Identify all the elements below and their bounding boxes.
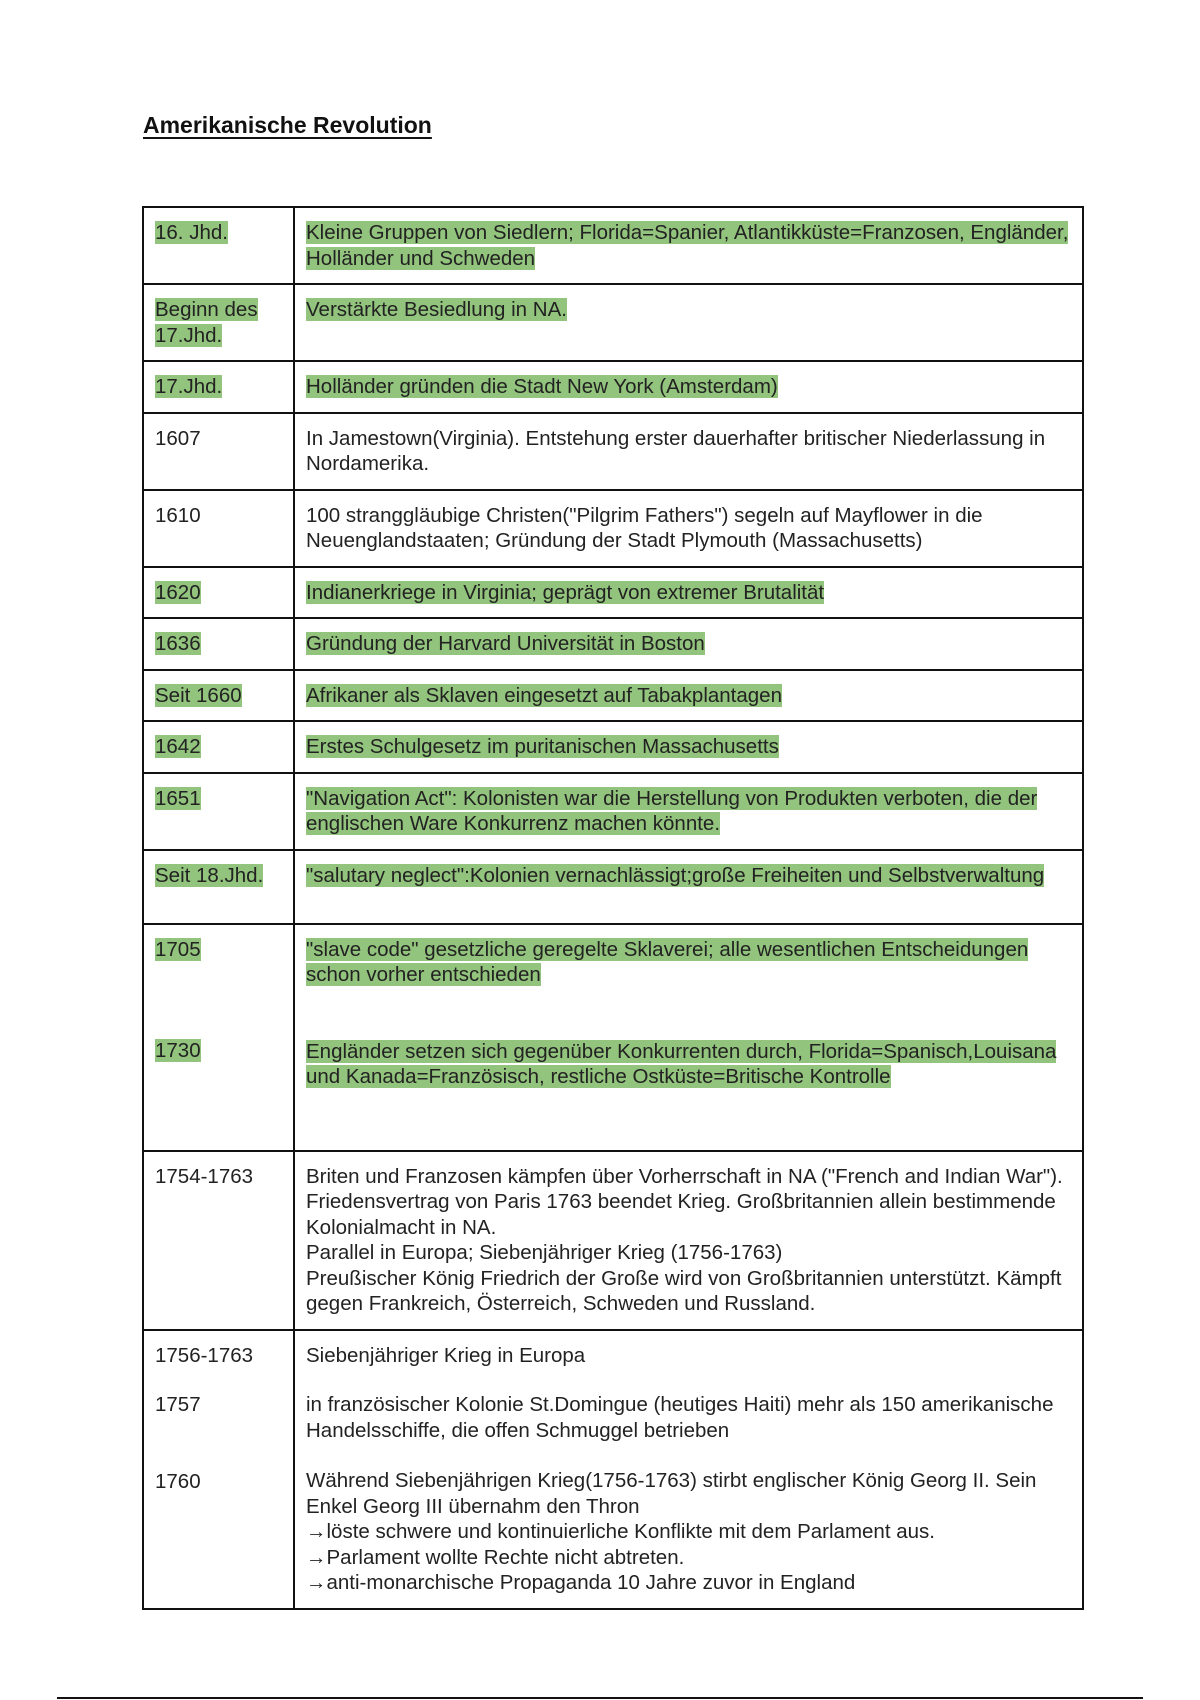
year-text: 1636 xyxy=(155,632,201,655)
year-text: 1651 xyxy=(155,786,201,810)
description-text: →Parlament wollte Rechte nicht abtreten. xyxy=(306,1545,685,1569)
table-row xyxy=(143,567,1083,619)
year-text: 16. Jhd. xyxy=(155,221,228,244)
description-text: Parallel in Europa; Siebenjähriger Krieg (1756-1763) xyxy=(306,1241,783,1264)
year-text: 17.Jhd. xyxy=(155,375,223,398)
description-cell xyxy=(294,567,1083,619)
table-row xyxy=(143,1330,1083,1609)
description-cell xyxy=(294,618,1083,670)
description-text: Siebenjähriger Krieg in Europa xyxy=(306,1343,586,1367)
year-cell xyxy=(143,207,294,284)
year-text: 1757 xyxy=(155,1393,201,1416)
year-cell xyxy=(143,670,294,722)
table-row xyxy=(143,413,1083,490)
year-text: 1705 xyxy=(155,937,201,961)
description-text: Holländer gründen die Stadt New York (Amsterdam) xyxy=(306,375,778,398)
table-row xyxy=(143,490,1083,567)
table-row xyxy=(143,207,1083,284)
year-text: Seit 18.Jhd. xyxy=(155,863,264,887)
year-cell xyxy=(143,284,294,361)
table-row xyxy=(143,924,1083,1151)
year-text: 1756-1763 xyxy=(155,1343,254,1367)
year-cell xyxy=(143,567,294,619)
year-text: Beginn des 17.Jhd. xyxy=(155,298,258,347)
table-row xyxy=(143,670,1083,722)
description-text: Preußischer König Friedrich der Große wird von Großbritannien unterstützt. Kämpft gegen Frankreich, Österreich, Schweden und Russland. xyxy=(306,1266,1062,1315)
table-row xyxy=(143,773,1083,850)
description-cell xyxy=(294,670,1083,722)
year-cell xyxy=(143,490,294,567)
description-cell xyxy=(294,413,1083,490)
year-text: Seit 1660 xyxy=(155,683,242,707)
description-text: In Jamestown(Virginia). Entstehung erster dauerhafter britischer Niederlassung in Nordamerika. xyxy=(306,426,1046,475)
year-cell xyxy=(143,618,294,670)
description-text: Afrikaner als Sklaven eingesetzt auf Tabakplantagen xyxy=(306,683,782,707)
year-cell xyxy=(143,1330,294,1609)
description-text: "slave code" gesetzliche geregelte Sklaverei; alle wesentlichen Entscheidungen schon vorher entschieden xyxy=(306,937,1029,986)
description-cell xyxy=(294,1330,1083,1609)
description-text: Erstes Schulgesetz im puritanischen Massachusetts xyxy=(306,735,779,758)
year-cell xyxy=(143,924,294,1151)
table-row xyxy=(143,1151,1083,1330)
description-text: "Navigation Act": Kolonisten war die Herstellung von Produkten verboten, die der englischen Ware Konkurrenz machen könnte. xyxy=(306,786,1038,835)
year-text: 1754-1763 xyxy=(155,1164,254,1188)
description-cell xyxy=(294,490,1083,567)
description-text: 100 stranggläubige Christen("Pilgrim Fathers") segeln auf Mayflower in die Neuenglandstaaten; Gründung der Stadt Plymouth (Massachusetts) xyxy=(306,503,983,552)
year-cell xyxy=(143,773,294,850)
description-cell xyxy=(294,721,1083,773)
year-text: 1620 xyxy=(155,580,201,604)
table-row xyxy=(143,618,1083,670)
description-text: Verstärkte Besiedlung in NA. xyxy=(306,298,567,321)
year-cell xyxy=(143,850,294,924)
description-text: in französischer Kolonie St.Domingue (heutiges Haiti) mehr als 150 amerikanische Handelsschiffe, die offen Schmuggel betrieben xyxy=(306,1393,1054,1442)
description-cell xyxy=(294,284,1083,361)
page-title: Amerikanische Revolution xyxy=(143,112,432,138)
table-row xyxy=(143,721,1083,773)
description-text: →anti-monarchische Propaganda 10 Jahre zuvor in England xyxy=(306,1571,856,1594)
year-text: 1760 xyxy=(155,1469,201,1493)
description-cell xyxy=(294,850,1083,924)
description-text: Briten und Franzosen kämpfen über Vorherrschaft in NA ("French and Indian War"). Friedensvertrag von Paris 1763 beendet Krieg. Großbritannien allein bestimmende Kolonialmacht in NA. xyxy=(306,1164,1063,1239)
footer-divider xyxy=(57,1697,1143,1699)
table-row xyxy=(143,284,1083,361)
description-text: Gründung der Harvard Universität in Boston xyxy=(306,632,705,655)
timeline-table xyxy=(142,206,1084,1610)
description-text: Indianerkriege in Virginia; geprägt von extremer Brutalität xyxy=(306,580,825,604)
year-text: 1642 xyxy=(155,735,201,758)
year-cell xyxy=(143,361,294,413)
table-row xyxy=(143,361,1083,413)
table-row xyxy=(143,850,1083,924)
year-cell xyxy=(143,1151,294,1330)
year-cell xyxy=(143,413,294,490)
description-text: Während Siebenjährigen Krieg(1756-1763) stirbt englischer König Georg II. Sein Enkel Georg III übernahm den Thron xyxy=(306,1469,1037,1518)
year-text: 1607 xyxy=(155,426,201,450)
description-text: Engländer setzen sich gegenüber Konkurrenten durch, Florida=Spanisch,Louisana und Kanada=Französisch, restliche Ostküste=Britische Kontrolle xyxy=(306,1039,1057,1088)
year-cell xyxy=(143,721,294,773)
description-cell xyxy=(294,924,1083,1151)
description-text: →löste schwere und kontinuierliche Konflikte mit dem Parlament aus. xyxy=(306,1520,935,1543)
year-text: 1610 xyxy=(155,503,201,527)
year-text: 1730 xyxy=(155,1039,201,1062)
description-cell xyxy=(294,361,1083,413)
description-text: "salutary neglect":Kolonien vernachlässigt;große Freiheiten und Selbstverwaltung xyxy=(306,863,1045,887)
description-cell xyxy=(294,773,1083,850)
description-cell xyxy=(294,207,1083,284)
description-cell xyxy=(294,1151,1083,1330)
description-text: Kleine Gruppen von Siedlern; Florida=Spanier, Atlantikküste=Franzosen, Engländer, Holländer und Schweden xyxy=(306,221,1069,270)
